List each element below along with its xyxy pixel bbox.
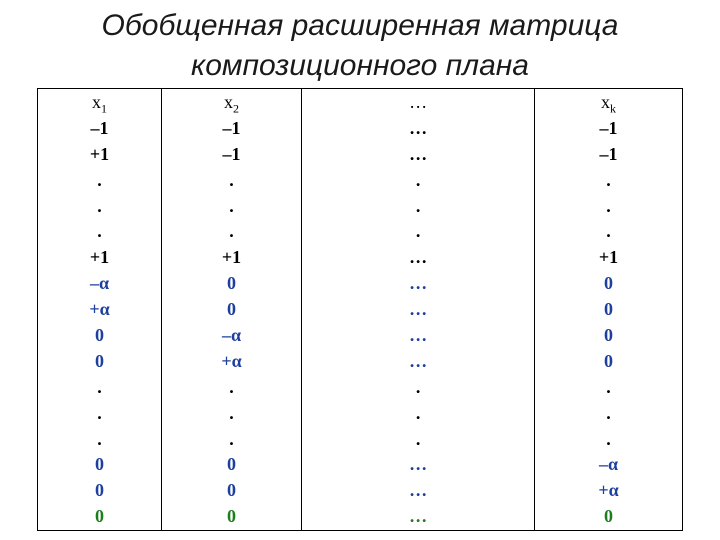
matrix-cell: 0 [227,299,237,320]
column-header [302,90,534,116]
matrix-cell: . [229,376,234,397]
matrix-cell: 0 [604,350,614,371]
matrix-cell: . [229,428,234,449]
matrix-cell: –1 [599,143,618,164]
composite-plan-matrix [37,88,683,531]
matrix-cell: . [97,402,102,423]
matrix-cell: . [97,221,102,242]
column-header [162,90,301,116]
title-line-1: Обобщенная расширенная матрица [101,9,619,42]
matrix-cell: . [229,221,234,242]
matrix-cell: +α [89,299,110,320]
matrix-cell: +1 [221,247,242,268]
header-symbol: x [92,92,102,112]
matrix-cell: –α [90,273,110,294]
matrix-cell: –1 [599,117,618,138]
column-header [535,90,682,116]
matrix-cell: 0 [95,350,105,371]
matrix-cell: 0 [227,454,237,475]
header-subscript: 1 [101,101,108,116]
column-header [38,90,161,116]
matrix-cell: . [97,169,102,190]
matrix-cell: . [229,169,234,190]
matrix-cell: . [97,376,102,397]
matrix-cell: 0 [604,273,614,294]
matrix-cell: … [409,454,428,475]
matrix-cell: … [409,143,428,164]
matrix-cell: … [409,299,428,320]
matrix-cell: 0 [95,480,105,501]
matrix-cell: +1 [598,247,619,268]
header-symbol: … [409,92,428,112]
matrix-cell: . [97,428,102,449]
matrix-cell: 0 [95,506,105,527]
matrix-cell: . [606,169,611,190]
matrix-cell: +α [598,480,619,501]
slide-title [0,6,720,86]
matrix-cell: 0 [95,325,105,346]
matrix-cell: . [606,195,611,216]
matrix-cell: 0 [604,299,614,320]
column-ellipsis [302,89,535,531]
matrix-cell: –1 [222,117,241,138]
matrix-cell: . [229,195,234,216]
matrix-cell: –1 [90,117,109,138]
matrix-cell: –1 [222,143,241,164]
matrix-cell: +α [221,350,242,371]
matrix-cell: 0 [227,480,237,501]
header-subscript: k [610,101,617,116]
matrix-cell: . [415,195,421,216]
matrix-cell: 0 [604,325,614,346]
matrix-cell: +1 [89,143,110,164]
header-symbol: x [224,92,234,112]
matrix-cell: . [606,221,611,242]
matrix-cell: … [409,480,428,501]
column-x1 [38,89,162,531]
matrix-cell: … [409,247,428,268]
matrix-cell: … [409,350,428,371]
matrix-cell: 0 [95,454,105,475]
matrix-cell: . [606,402,611,423]
matrix-cell: … [409,117,428,138]
header-symbol: x [601,92,611,112]
column-x2 [162,89,302,531]
matrix-cell: . [229,402,234,423]
matrix-cell: 0 [227,506,237,527]
matrix-cell: . [415,169,421,190]
matrix-cell: . [415,221,421,242]
matrix-cell: . [415,402,421,423]
matrix-cell: . [415,428,421,449]
matrix-cell: . [415,376,421,397]
matrix-cell: 0 [227,273,237,294]
matrix-cell: … [409,325,428,346]
matrix-cell: +1 [89,247,110,268]
matrix-cell: –α [222,325,242,346]
matrix-cell: … [409,273,428,294]
matrix-cell: . [97,195,102,216]
matrix-cell: –α [599,454,619,475]
matrix-cell: … [409,506,428,527]
column-xk [535,89,683,531]
matrix-cell: . [606,428,611,449]
matrix-cell: . [606,376,611,397]
title-line-2: композиционного плана [191,49,529,82]
matrix-cell: 0 [604,506,614,527]
header-subscript: 2 [233,101,240,116]
